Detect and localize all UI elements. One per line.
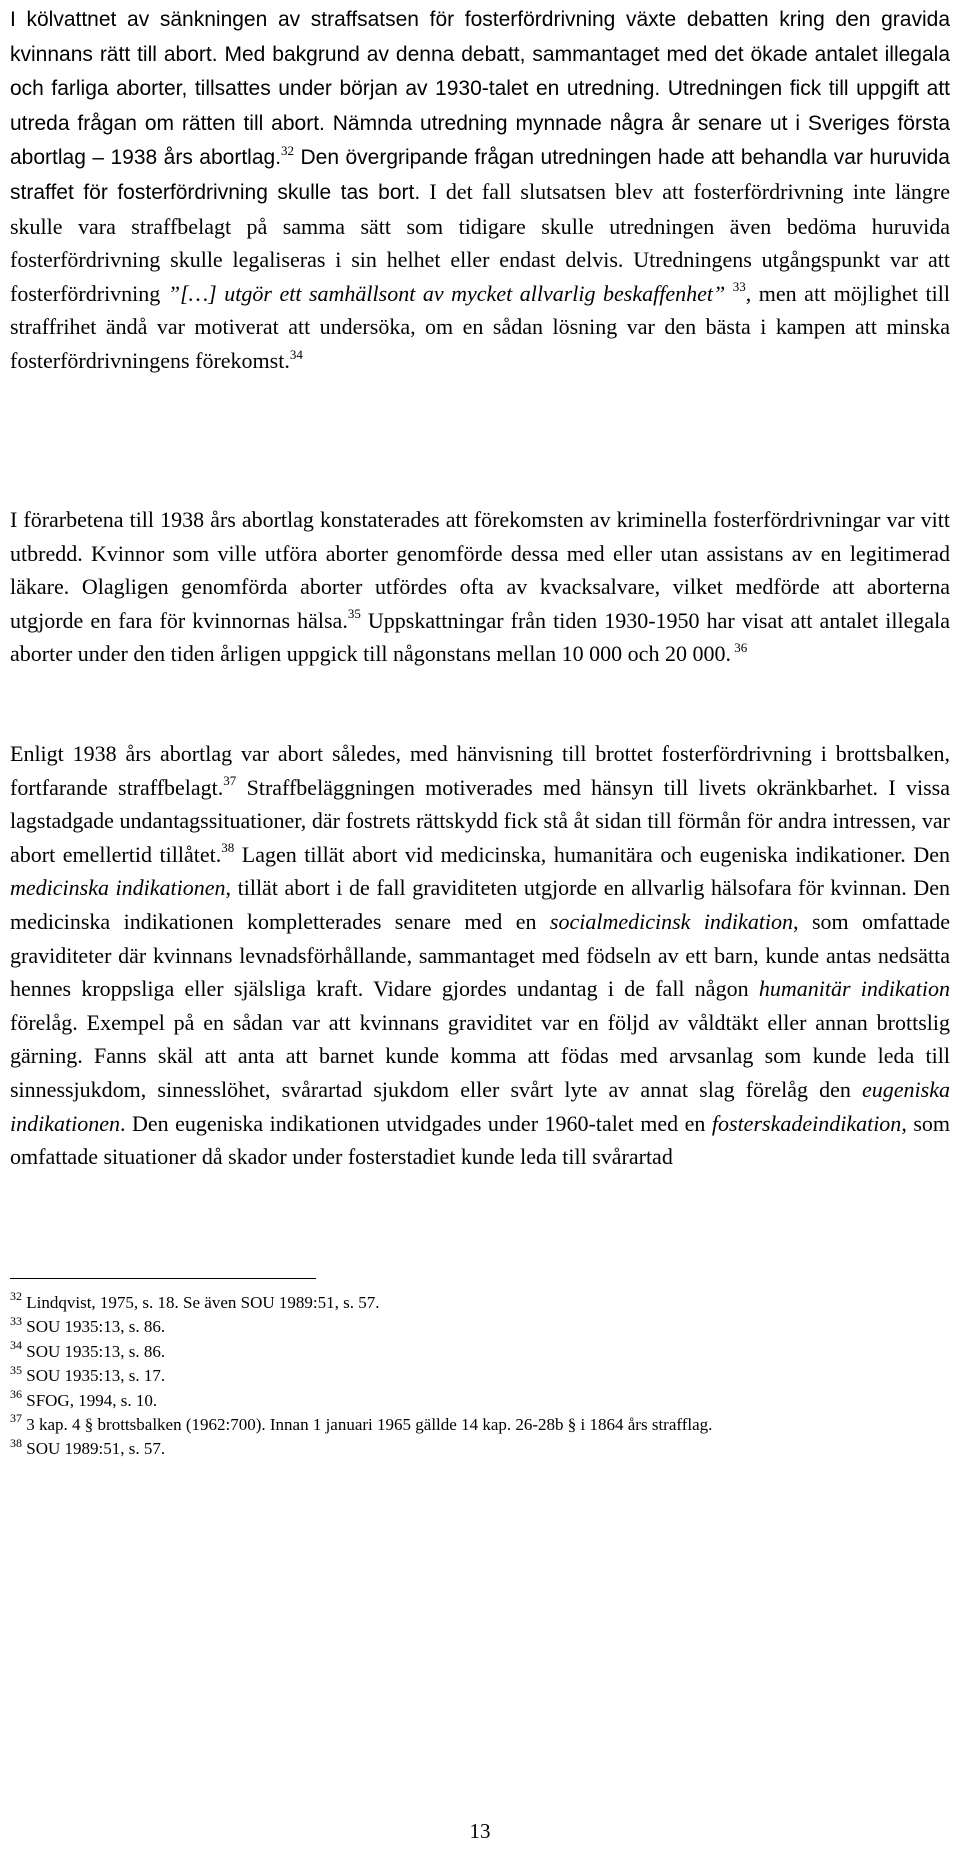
text-run — [725, 281, 733, 306]
text-run: Uppskattningar från tiden 1930-1950 har visat att antalet illegala aborter under den tiden årligen uppgick till någonstans mellan 10 000 och 20 000. — [10, 607, 950, 667]
footnote-item — [10, 1291, 940, 1315]
footnote-number: 33 — [10, 1313, 22, 1328]
text-run: Den övergripande frågan utredningen hade att behandla var huruvida straffet för fosterfördrivning skulle tas bort. — [10, 146, 950, 204]
footnote-number: 37 — [10, 1411, 22, 1426]
emphasis-text: eugeniska indikationen — [10, 1076, 950, 1136]
emphasis-text: socialmedicinsk indikation — [549, 908, 794, 934]
emphasis-text: humanitär indikation — [758, 976, 950, 1002]
footnote-text: SFOG, 1994, s. 10. — [22, 1390, 158, 1410]
footnote-text: SOU 1935:13, s. 86. — [22, 1317, 166, 1337]
text-run: Straffbeläggningen motiverades med hänsyn till livets okränkbarhet. I vissa lagstadgade undantagssituationer, där fostrets rättskydd fick stå åt sidan till förmån för andra intressen, var abort emellertid tillåtet. — [10, 774, 950, 867]
footnote-ref: 38 — [221, 840, 235, 856]
footnote-text: SOU 1989:51, s. 57. — [22, 1439, 166, 1459]
footnote-ref: 32 — [281, 143, 295, 159]
footnote-number: 32 — [10, 1289, 22, 1304]
paragraph-1 — [10, 2, 950, 378]
text-run: , men att möjlighet till straffrihet ändå var motiverat att undersöka, om en sådan lösning var den bästa i kampen att minska fosterfördrivningens förekomst. — [10, 280, 950, 373]
footnote-text: Lindqvist, 1975, s. 18. Se även SOU 1989:51, s. 57. — [22, 1293, 380, 1312]
footnote-separator — [10, 1278, 316, 1279]
text-run: I förarbetena till 1938 års abortlag konstaterades att förekomsten av kriminella fosterfördrivningar var vitt utbredd. Kvinnor som ville utföra aborter genomförde dessa med eller utan assistans av en legitimerad läkare. Olagligen genomförda aborter utfördes ofta av kvacksalvare, vilket medförde att aborterna utgjorde en fara för kvinnornas hälsa. — [10, 507, 950, 633]
footnote-item — [10, 1437, 940, 1461]
footnote-number: 35 — [10, 1362, 22, 1377]
emphasis-text: medicinska indikationen — [10, 875, 226, 901]
emphasis-text: ”[…] utgör ett samhällsont av mycket allvarlig beskaffenhet” — [167, 280, 726, 306]
text-run: , tillät abort i de fall graviditeten utgjorde en allvarlig hälsofara för kvinnan. Den medicinska indikationen kompletterades senare med en — [10, 875, 950, 934]
text-run: I det fall slutsatsen blev att fosterfördrivning inte längre skulle vara straffbelagt på samma sätt som tidigare skulle utredningen även bedöma huruvida fosterfördrivning skulle legaliseras i sin helhet eller endast delvis. Utredningens utgångspunkt var att fosterfördrivning — [10, 178, 951, 306]
footnote-number: 34 — [10, 1338, 22, 1353]
footnote-item — [10, 1315, 940, 1339]
text-run: Enligt 1938 års abortlag var abort således, med hänvisning till brottet fosterfördrivning i brottsbalken, fortfarande straffbelagt. — [10, 741, 950, 800]
paragraph-3 — [10, 737, 950, 1174]
footnote-list — [10, 1291, 940, 1462]
footnote-item — [10, 1364, 940, 1388]
footnote-ref: 35 — [347, 606, 361, 622]
footnote-number: 38 — [10, 1435, 22, 1450]
footnote-text: SOU 1935:13, s. 17. — [22, 1366, 166, 1386]
paragraph-2 — [10, 503, 950, 671]
emphasis-text: fosterskadeindikation — [711, 1110, 902, 1136]
footnote-ref: 36 — [730, 640, 748, 656]
page-number: 13 — [469, 1819, 491, 1843]
text-run: , som omfattade situationer då skador under fosterstadiet kunde leda till svårartad — [10, 1110, 950, 1170]
footnote-item — [10, 1386, 940, 1413]
footnote-ref: 33 — [732, 279, 746, 295]
footnote-ref: 37 — [223, 773, 237, 789]
footnote-text: SOU 1935:13, s. 86. — [22, 1341, 166, 1361]
footnote-ref: 34 — [289, 346, 303, 362]
text-run: , som omfattade graviditeter där kvinnans levnadsförhållande, sammantaget med födseln av ett barn, kunde antas nedsätta hennes kroppsliga eller själsliga kraft. Vidare gjordes undantag i de fall någon — [10, 908, 951, 1002]
text-run: . Den eugeniska indikationen utvidgades under 1960-talet med en — [119, 1110, 712, 1136]
text-run: I kölvattnet av sänkningen av straffsatsen för fosterfördrivning växte debatten kring den gravida kvinnans rätt till abort. Med bakgrund av denna debatt, sammantaget med det ökade antalet illegala och farliga aborter, tillsattes under början av 1930-talet en utredning. Utredningen fick till uppgift att utreda frågan om rätten till abort. Nämnda utredning mynnade några år senare ut i Sveriges första abortlag – 1938 års abortlag. — [10, 8, 950, 170]
footnote-text: 3 kap. 4 § brottsbalken (1962:700). Innan 1 januari 1965 gällde 14 kap. 26-28b § i 1864 års strafflag. — [22, 1415, 713, 1435]
footnote-item — [10, 1340, 940, 1364]
footnote-item — [10, 1413, 940, 1437]
text-run: förelåg. Exempel på en sådan var att kvinnans graviditet var en följd av våldtäkt eller annan brottslig gärning. Fanns skäl att anta att barnet kunde komma att födas med arvsanlag som kunde leda till sinnessjukdom, sinnesslöhet, svårartad sjukdom eller svårt lyte av annat slag förelåg den — [10, 1009, 950, 1102]
footnote-number: 36 — [10, 1386, 22, 1401]
text-run: Lagen tillät abort vid medicinska, humanitära och eugeniska indikationer. Den — [234, 841, 950, 867]
